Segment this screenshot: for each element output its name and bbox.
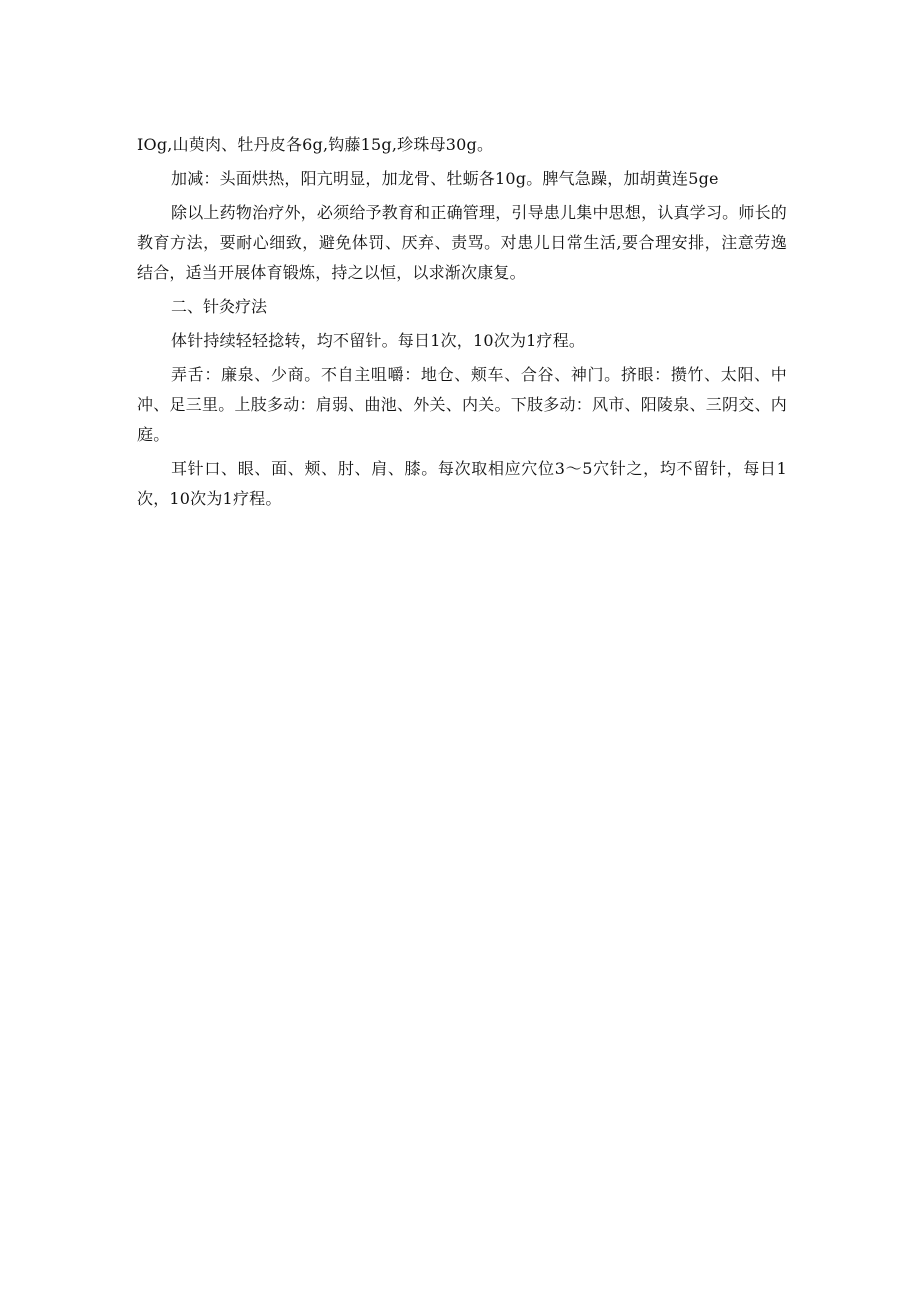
paragraph-ear-acupuncture: 耳针口、眼、面、颊、肘、肩、膝。每次取相应穴位3～5穴针之，均不留针，每日1次，10次为1疗程。 xyxy=(137,459,787,508)
paragraph-education-management: 除以上药物治疗外，必须给予教育和正确管理，引导患儿集中思想，认真学习。师长的教育方法，要耐心细致，避免体罚、厌弃、责骂。对患儿日常生活,要合理安排，注意劳逸结合，适当开展体育锻炼，持之以恒，以求渐次康复。 xyxy=(137,203,787,282)
paragraph-modifications: 加减：头面烘热，阳亢明显，加龙骨、牡蛎各10g。脾气急躁，加胡黄连5ge xyxy=(171,169,719,188)
paragraph-body-acupuncture: 体针持续轻轻捻转，均不留针。每日1次，10次为1疗程。 xyxy=(171,331,586,350)
document-body xyxy=(137,130,787,518)
paragraph-herbal-dosage: IOg,山萸肉、牡丹皮各6g,钩藤15g,珍珠母30g。 xyxy=(137,135,494,154)
section-heading-acupuncture: 二、针灸疗法 xyxy=(171,297,268,316)
paragraph-acupoints: 弄舌：廉泉、少商。不自主咀嚼：地仓、颊车、合谷、神门。挤眼：攒竹、太阳、中冲、足三里。上肢多动：肩弱、曲池、外关、内关。下肢多动：风市、阳陵泉、三阴交、内庭。 xyxy=(137,365,787,444)
